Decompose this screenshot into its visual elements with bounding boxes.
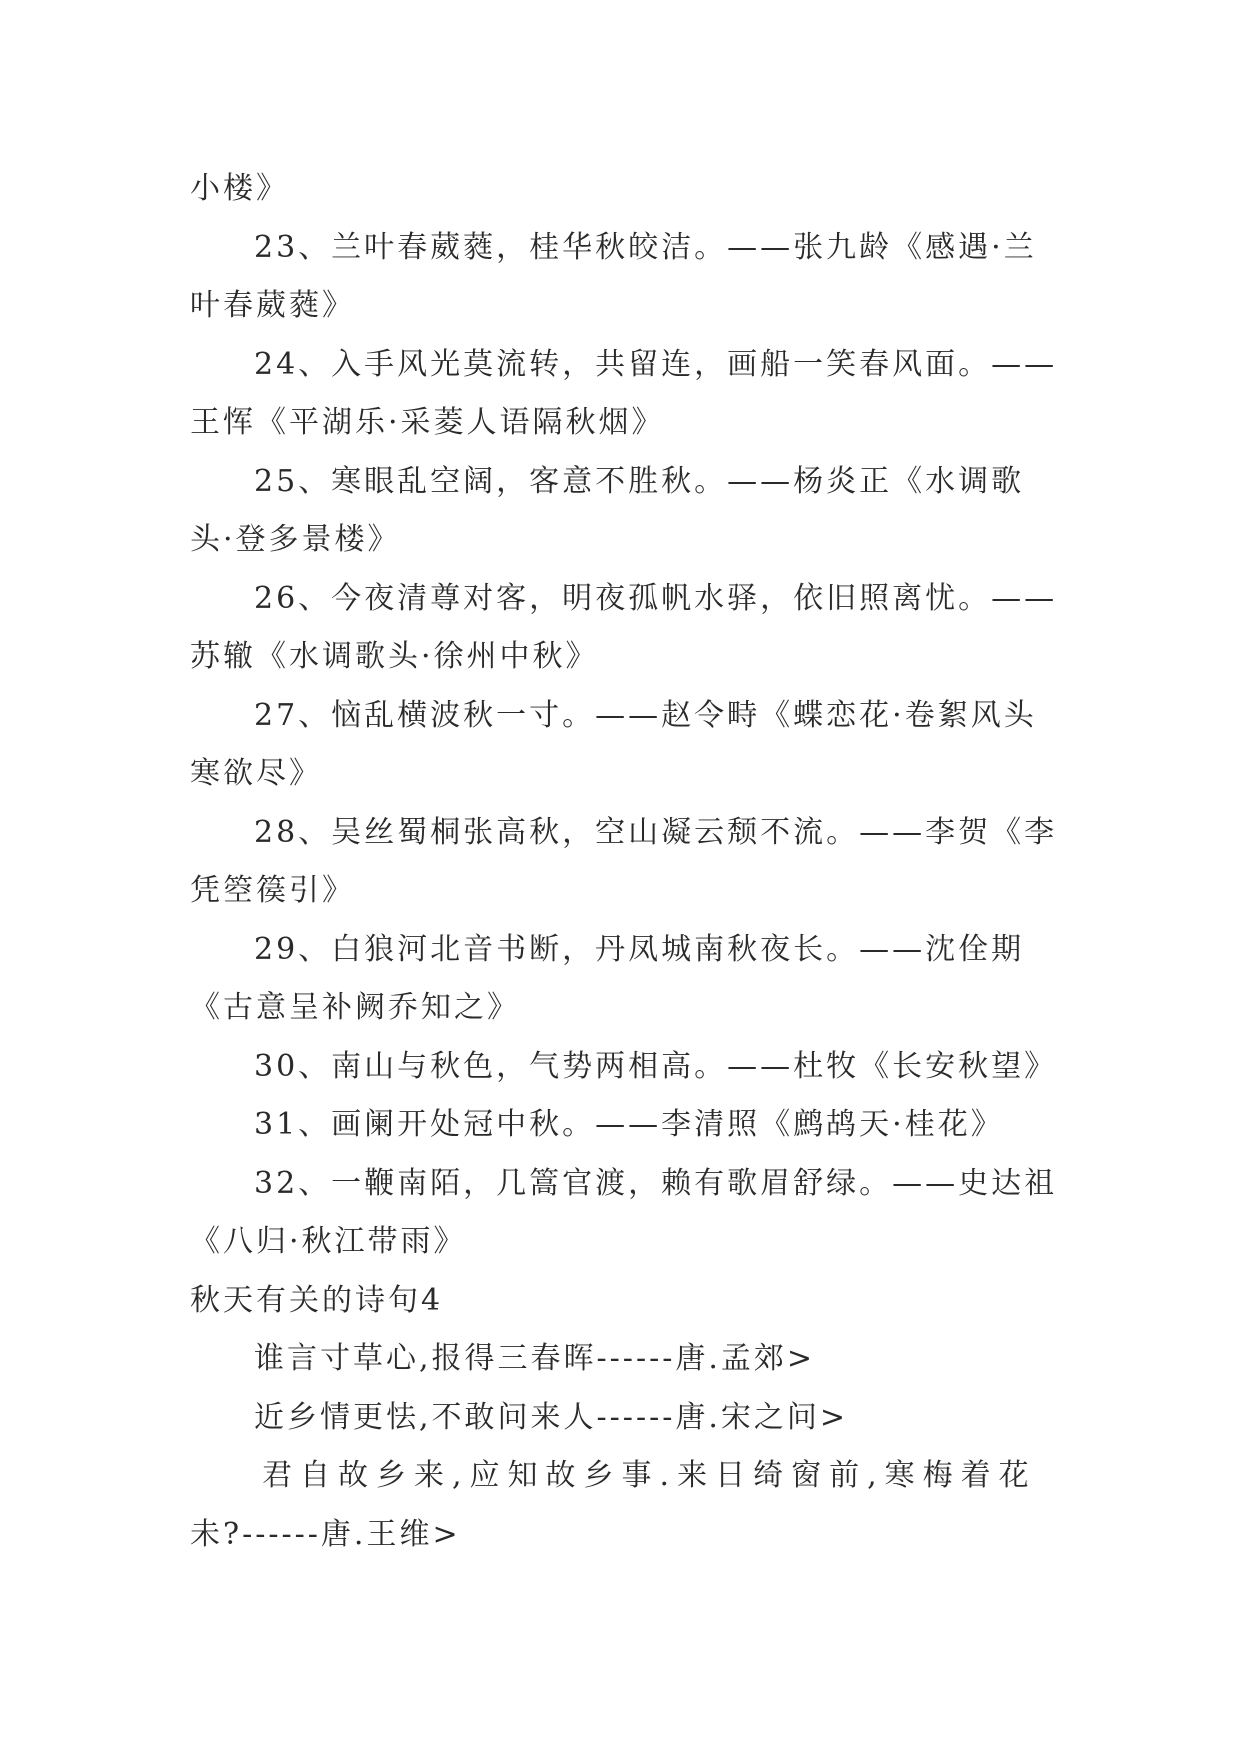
text-line-poem-song-zhiwen: 近乡情更怯,不敢问来人------唐.宋之问> [254,1399,849,1435]
text-line-item-25: 25、寒眼乱空阔，客意不胜秋。——杨炎正《水调歌 [254,463,1025,499]
text-line-continuation: 苏辙《水调歌头·徐州中秋》 [190,639,599,674]
text-line-continuation: 《古意呈补阙乔知之》 [190,990,520,1025]
text-line-item-28: 28、吴丝蜀桐张高秋，空山凝云颓不流。——李贺《李 [254,814,1058,850]
text-line-item-24: 24、入手风光莫流转，共留连，画船一笑春风面。—— [254,346,1058,382]
text-line-poem-meng-jiao: 谁言寸草心,报得三春晖------唐.孟郊> [254,1341,816,1376]
text-line-continuation: 凭箜篌引》 [190,873,355,908]
text-line-continuation: 头·登多景楼》 [190,522,401,557]
text-line-continuation: 未?------唐.王维> [190,1516,461,1552]
text-line-item-30: 30、南山与秋色，气势两相高。——杜牧《长安秋望》 [254,1048,1058,1084]
text-line-continuation: 《八归·秋江带雨》 [190,1224,467,1259]
text-line-continuation: 小楼》 [190,171,289,206]
text-line-item-23: 23、兰叶春葳蕤，桂华秋皎洁。——张九龄《感遇·兰 [254,229,1037,265]
text-line-item-31: 31、画阑开处冠中秋。——李清照《鹧鸪天·桂花》 [254,1107,1004,1142]
text-line-continuation: 王恽《平湖乐·采菱人语隔秋烟》 [190,405,665,440]
text-line-continuation: 叶春葳蕤》 [190,288,355,323]
text-line-item-27: 27、恼乱横波秋一寸。——赵令畤《蝶恋花·卷絮风头 [254,697,1037,733]
section-heading: 秋天有关的诗句4 [190,1282,444,1318]
text-line-item-32: 32、一鞭南陌，几篙官渡，赖有歌眉舒绿。——史达祖 [254,1165,1058,1201]
text-line-item-29: 29、白狼河北音书断，丹凤城南秋夜长。——沈佺期 [254,931,1025,967]
poem-text-body [190,160,1058,1564]
text-line-poem-wang-wei: 君自故乡来,应知故乡事.来日绮窗前,寒梅着花 [262,1458,1037,1493]
text-line-item-26: 26、今夜清尊对客，明夜孤帆水驿，依旧照离忧。—— [254,580,1058,616]
text-line-continuation: 寒欲尽》 [190,756,322,791]
